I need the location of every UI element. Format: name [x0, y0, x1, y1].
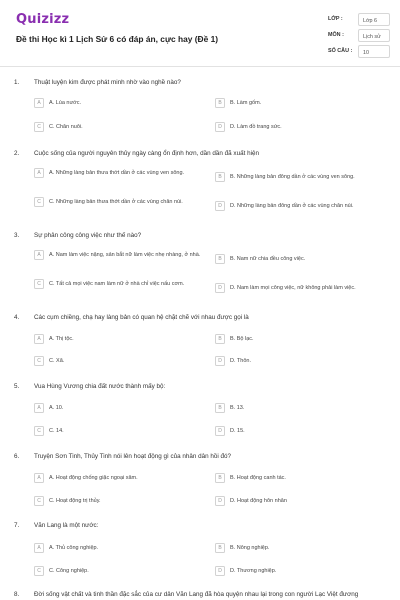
worksheet-header	[0, 0, 400, 66]
question-text: Các cụm chiềng, chạ hay làng bản có quan hệ chặt chẽ với nhau được gọi là	[34, 314, 249, 321]
option-text: B. Những làng bản đông dần ở các vùng ven sông.	[230, 173, 355, 180]
option-letter-box: D	[215, 201, 225, 211]
question-text: Truyện Sơn Tinh, Thủy Tinh nói lên hoạt động gì của nhân dân hồi đó?	[34, 453, 232, 460]
option-letter-box: D	[215, 496, 225, 506]
option-text: B. 13.	[230, 404, 245, 411]
option-letter-box: D	[215, 566, 225, 576]
option-letter-box: D	[215, 426, 225, 436]
option-letter-box: D	[215, 122, 225, 132]
meta-row-class	[328, 13, 388, 29]
option-text: A. Thủ công nghiệp.	[49, 544, 99, 551]
question-text: Văn Lang là một nước:	[34, 522, 99, 529]
option-text: C. Công nghiệp.	[49, 567, 89, 574]
option-letter-box: C	[34, 356, 44, 366]
option-letter-box: A	[34, 168, 44, 178]
option-text: D. Hoạt động hôn nhân	[230, 497, 287, 504]
option-letter-box: B	[215, 254, 225, 264]
meta-value-count: 10	[358, 45, 390, 58]
question-text: Thuật luyện kim được phát minh nhờ vào nghề nào?	[34, 79, 181, 86]
question-number: 1.	[14, 79, 20, 86]
option-letter-box: A	[34, 543, 44, 553]
question-text: Vua Hùng Vương chia đất nước thành mấy bộ:	[34, 383, 166, 390]
page-title: Đề thi Học kì 1 Lịch Sử 6 có đáp án, cực hay (Đề 1)	[16, 34, 219, 44]
option-text: C. Hoạt động trị thủy.	[49, 497, 101, 504]
option-text: C. Xã.	[49, 357, 65, 364]
option-text: A. 10.	[49, 404, 64, 411]
option-text: C. Chăn nuôi.	[49, 123, 83, 130]
meta-label: SỐ CÂU :	[328, 48, 353, 54]
option-letter-box: C	[34, 566, 44, 576]
header-divider	[0, 66, 400, 67]
option-text: B. Nam nữ chia đều công việc.	[230, 255, 306, 262]
meta-label: MÔN :	[328, 32, 344, 38]
option-text: B. Làm gốm.	[230, 99, 262, 106]
meta-label: LỚP :	[328, 16, 343, 22]
option-letter-box: D	[215, 283, 225, 293]
option-letter-box: A	[34, 98, 44, 108]
option-letter-box: A	[34, 334, 44, 344]
option-text: D. Làm đồ trang sức.	[230, 123, 282, 130]
question-text: Đời sống vật chất và tinh thần đặc sắc của cư dân Văn Lang đã hòa quyện nhau lại trong con người Lạc Việt đương	[34, 591, 359, 598]
option-letter-box: A	[34, 403, 44, 413]
question-number: 8.	[14, 591, 20, 598]
worksheet-meta	[328, 13, 388, 61]
question-number: 4.	[14, 314, 20, 321]
option-text: D. Thôn.	[230, 357, 251, 364]
option-letter-box: C	[34, 496, 44, 506]
option-text: D. Những làng bản đông dần ở các vùng chân núi.	[230, 202, 354, 209]
option-text: C. Tất cả mọi việc nam làm nữ ở nhà chỉ việc nấu cơm.	[49, 280, 185, 287]
option-letter-box: A	[34, 250, 44, 260]
meta-value-subject: Lịch sử	[358, 29, 390, 42]
option-text: B. Nông nghiệp.	[230, 544, 270, 551]
option-letter-box: C	[34, 279, 44, 289]
option-text: A. Lúa nước.	[49, 99, 82, 106]
option-text: D. 15.	[230, 427, 245, 434]
option-text: B. Bộ lạc.	[230, 335, 254, 342]
option-letter-box: B	[215, 334, 225, 344]
meta-row-count	[328, 45, 388, 61]
question-number: 7.	[14, 522, 20, 529]
option-letter-box: A	[34, 473, 44, 483]
question-number: 6.	[14, 453, 20, 460]
meta-row-subject	[328, 29, 388, 45]
option-letter-box: B	[215, 543, 225, 553]
quizizz-logo: Quizizz	[16, 12, 70, 27]
option-text: C. Những làng bản thưa thớt dần ở các vùng chân núi.	[49, 198, 183, 205]
option-text: D. Thương nghiệp.	[230, 567, 277, 574]
option-letter-box: B	[215, 403, 225, 413]
question-text: Sự phân công công việc như thế nào?	[34, 232, 142, 239]
option-letter-box: B	[215, 98, 225, 108]
option-text: A. Hoạt động chống giặc ngoại xâm.	[49, 474, 138, 481]
option-text: B. Hoạt động canh tác.	[230, 474, 286, 481]
meta-value-class: Lớp 6	[358, 13, 390, 26]
option-text: D. Nam làm mọi công việc, nữ không phải làm việc.	[230, 284, 356, 291]
option-letter-box: D	[215, 356, 225, 366]
option-text: C. 14.	[49, 427, 64, 434]
question-number: 3.	[14, 232, 20, 239]
option-letter-box: C	[34, 197, 44, 207]
option-letter-box: C	[34, 122, 44, 132]
option-letter-box: B	[215, 473, 225, 483]
question-number: 5.	[14, 383, 20, 390]
option-letter-box: C	[34, 426, 44, 436]
option-text: A. Những làng bản thưa thớt dần ở các vùng ven sông.	[49, 169, 185, 176]
option-letter-box: B	[215, 172, 225, 182]
question-number: 2.	[14, 150, 20, 157]
option-text: A. Thị tộc.	[49, 335, 74, 342]
question-text: Cuộc sống của người nguyên thủy ngày càng ổn định hơn, dần dần đã xuất hiện	[34, 150, 259, 157]
option-text: A. Nam làm việc nặng, sản bắt nữ làm việc nhẹ nhàng, ở nhà.	[49, 251, 201, 258]
